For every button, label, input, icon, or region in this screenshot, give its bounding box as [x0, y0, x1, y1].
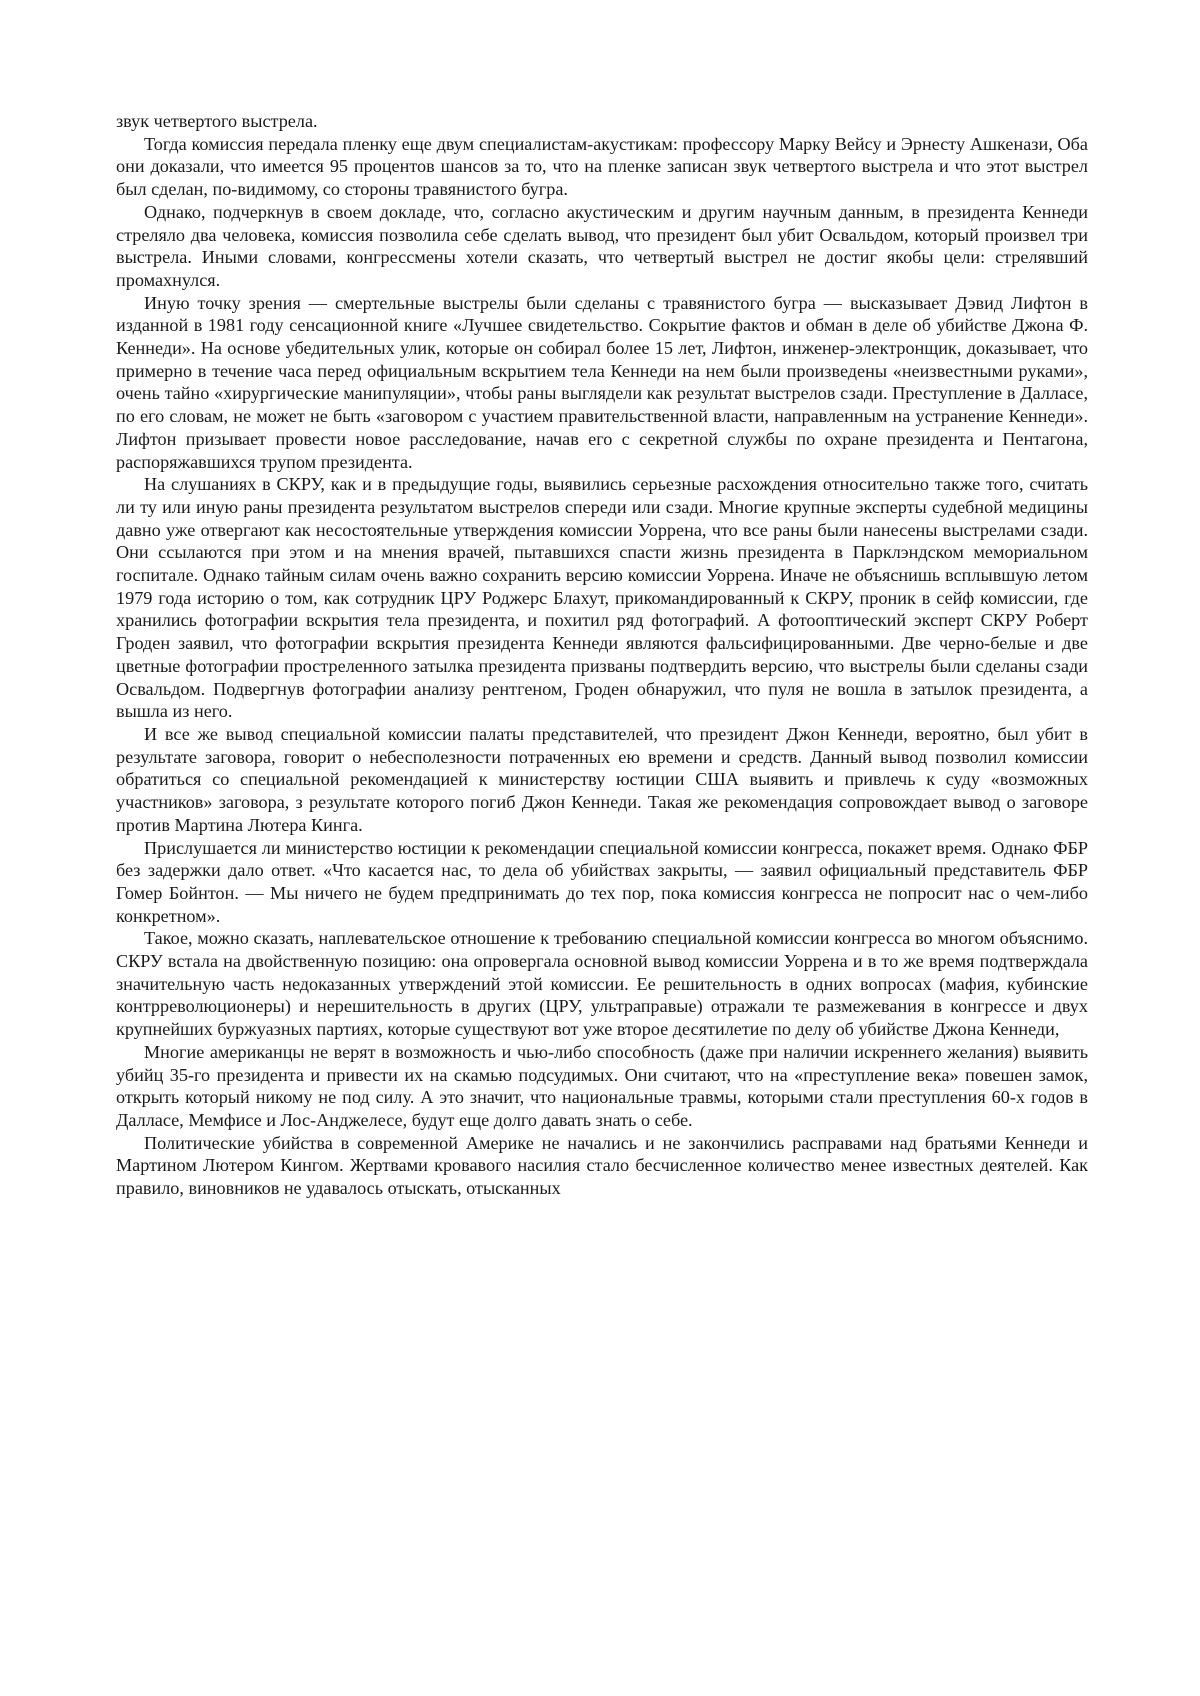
paragraph-acoustic-experts: Тогда комиссия передала пленку еще двум специалистам-акустикам: профессору Марку Вейсу и Эрнесту Ашкенази, Оба они доказали, что имеется 95 процентов шансов за то, что на пленке записан звук четвертого выстрела и что этот выстрел был сделан, по-видимому, со стороны травянистого бугра. [116, 133, 1088, 200]
paragraph-lifton-book: Иную точку зрения — смертельные выстрелы были сделаны с травянистого бугра — высказывает Дэвид Лифтон в изданной в 1981 году сенсационной книге «Лучшее свидетельство. Сокрытие фактов и обман в деле об убийстве Джона Ф. Кеннеди». На основе убедительных улик, которые он собирал более 15 лет, Лифтон, инженер-электронщик, доказывает, что примерно в течение часа перед официальным вскрытием тела Кеннеди на нем были произведены «неизвестными руками», очень тайно «хирургические манипуляции», чтобы раны выглядели как результат выстрелов сзади. Преступление в Далласе, по его словам, не может не быть «заговором с участием правительственной власти, направленным на устранение Кеннеди». Лифтон призывает провести новое расследование, начав его с секретной службы по охране президента и Пентагона, распоряжавшихся трупом президента. [116, 292, 1088, 472]
paragraph-political-murders: Политические убийства в современной Америке не начались и не закончились расправами над братьями Кеннеди и Мартином Лютером Кингом. Жертвами кровавого насилия стало бесчисленное количество менее известных деятелей. Как правило, виновников не удавалось отыскать, отысканных [116, 1132, 1088, 1199]
document-page [116, 110, 1088, 1670]
paragraph-commission-conclusion: Однако, подчеркнув в своем докладе, что, согласно акустическим и другим научным данным, в президента Кеннеди стреляло два человека, комиссия позволила себе сделать вывод, что президент был убит Освальдом, который произвел три выстрела. Иными словами, конгрессмены хотели сказать, что четвертый выстрел не достиг якобы цели: стрелявший промахнулся. [116, 201, 1088, 290]
paragraph-hearings: На слушаниях в СКРУ, как и в предыдущие годы, выявились серьезные расхождения относительно также того, считать ли ту или иную раны президента результатом выстрелов спереди или сзади. Многие крупные эксперты судебной медицины давно уже отвергают как несостоятельные утверждения комиссии Уоррена, что все раны были нанесены выстрелами сзади. Они ссылаются при этом и на мнения врачей, пытавшихся спасти жизнь президента в Парклэндском мемориальном госпитале. Однако тайным силам очень важно сохранить версию комиссии Уоррена. Иначе не объяснишь всплывшую летом 1979 года историю о том, как сотрудник ЦРУ Роджерс Блахут, прикомандированный к СКРУ, проник в сейф комиссии, где хранились фотографии вскрытия тела президента, и похитил ряд фотографий. А фотооптический эксперт СКРУ Роберт Гроден заявил, что фотографии вскрытия президента Кеннеди являются фальсифицированными. Две черно-белые и две цветные фотографии простреленного затылка президента призваны подтвердить версию, что выстрелы были сделаны сзади Освальдом. Подвергнув фотографии анализу рентгеном, Гроден обнаружил, что пуля не вошла в затылок президента, а вышла из него. [116, 474, 1088, 722]
paragraph-dual-position: Такое, можно сказать, наплевательское отношение к требованию специальной комиссии конгресса во многом объяснимо. СКРУ встала на двойственную позицию: она опровергала основной вывод комиссии Уоррена и в то же время подтверждала значительную часть недоказанных утверждений этой комиссии. Ее решительность в одних вопросах (мафия, кубинские контрреволюционеры) и нерешительность в других (ЦРУ, ультраправые) отражали те размежевания в конгрессе и двух крупнейших буржуазных партиях, которые существуют вот уже второе десятилетие по делу об убийстве Джона Кеннеди, [116, 928, 1088, 1040]
paragraph-conspiracy-finding: И все же вывод специальной комиссии палаты представителей, что президент Джон Кеннеди, вероятно, был убит в результате заговора, говорит о небесполезности потраченных ею времени и средств. Данный вывод позволил комиссии обратиться со специальной рекомендацией к министерству юстиции США выявить и привлечь к суду «возможных участников» заговора, з результате которого погиб Джон Кеннеди. Такая же рекомендация сопровождает вывод о заговоре против Мартина Лютера Кинга. [116, 723, 1088, 835]
paragraph-continuation: звук четвертого выстрела. [116, 111, 318, 131]
paragraph-fbi-response: Прислушается ли министерство юстиции к рекомендации специальной комиссии конгресса, покажет время. Однако ФБР без задержки дало ответ. «Что касается нас, то дела об убийствах закрыты, — заявил официальный представитель ФБР Гомер Бойнтон. — Мы ничего не будем предпринимать до тех пор, пока комиссия конгресса не попросит нас о чем-либо конкретном». [116, 837, 1088, 926]
paragraph-public-opinion: Многие американцы не верят в возможность и чью-либо способность (даже при наличии искреннего желания) выявить убийц 35-го президента и привести их на скамью подсудимых. Они считают, что на «преступление века» повешен замок, открыть который никому не под силу. А это значит, что национальные травмы, которыми стали преступления 60-х годов в Далласе, Мемфисе и Лос-Анджелесе, будут еще долго давать знать о себе. [116, 1041, 1088, 1130]
